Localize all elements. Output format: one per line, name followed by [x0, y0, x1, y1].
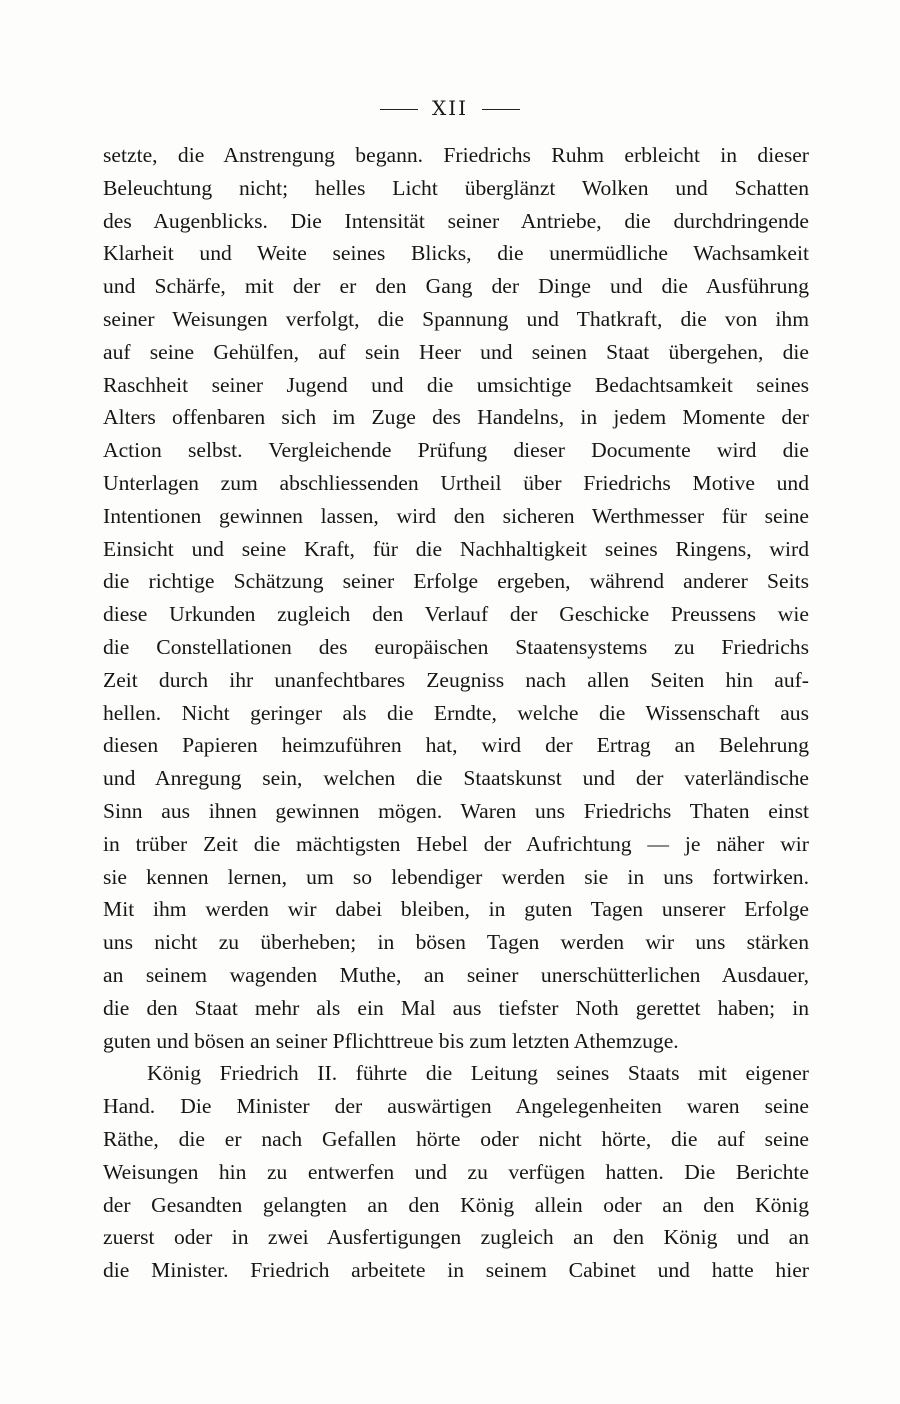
text-line: Weisungen hin zu entwerfen und zu verfügen hatten. Die Berichte	[103, 1159, 809, 1184]
text-line: Alters offenbaren sich im Zuge des Handelns, in jedem Momente der	[103, 405, 809, 430]
text-line: die richtige Schätzung seiner Erfolge ergeben, während anderer Seits	[103, 569, 809, 594]
text-line: Zeit durch ihr unanfechtbares Zeugniss nach allen Seiten hin auf-	[103, 667, 809, 692]
text-line: setzte, die Anstrengung begann. Friedrichs Ruhm erbleicht in dieser	[103, 143, 809, 167]
text-line: diesen Papieren heimzuführen hat, wird der Ertrag an Belehrung	[103, 733, 809, 758]
text-line: diese Urkunden zugleich den Verlauf der Geschicke Preussens wie	[103, 602, 809, 627]
text-line: Raschheit seiner Jugend und die umsichtige Bedachtsamkeit seines	[103, 372, 809, 397]
text-line: auf seine Gehülfen, auf sein Heer und seinen Staat übergehen, die	[103, 339, 809, 364]
text-line: uns nicht zu überheben; in bösen Tagen werden wir uns stärken	[103, 930, 809, 955]
header-dash-left	[380, 109, 418, 110]
text-line: Action selbst. Vergleichende Prüfung dieser Documente wird die	[103, 438, 809, 463]
page-number: XII	[431, 96, 469, 120]
text-line: Sinn aus ihnen gewinnen mögen. Waren uns Friedrichs Thaten einst	[103, 798, 809, 823]
body-text	[103, 139, 809, 1287]
page-header	[0, 96, 900, 120]
text-line: an seinem wagenden Muthe, an seiner unerschütterlichen Ausdauer,	[103, 962, 809, 987]
text-line: in trüber Zeit die mächtigsten Hebel der Aufrichtung — je näher wir	[103, 831, 809, 856]
text-line: Einsicht und seine Kraft, für die Nachhaltigkeit seines Ringens, wird	[103, 536, 809, 561]
text-line: guten und bösen an seiner Pflichttreue bis zum letzten Athemzuge.	[103, 1028, 679, 1053]
text-line: König Friedrich II. führte die Leitung seines Staats mit eigener	[147, 1061, 809, 1086]
text-line: Klarheit und Weite seines Blicks, die unermüdliche Wachsamkeit	[103, 241, 809, 266]
text-line: Mit ihm werden wir dabei bleiben, in guten Tagen unserer Erfolge	[103, 897, 809, 922]
text-line: Hand. Die Minister der auswärtigen Angelegenheiten waren seine	[103, 1094, 809, 1119]
text-line: sie kennen lernen, um so lebendiger werden sie in uns fortwirken.	[103, 864, 809, 889]
text-line: die den Staat mehr als ein Mal aus tiefster Noth gerettet haben; in	[103, 995, 809, 1020]
text-line: die Minister. Friedrich arbeitete in seinem Cabinet und hatte hier	[103, 1258, 809, 1283]
text-line: die Constellationen des europäischen Staatensystems zu Friedrichs	[103, 634, 809, 659]
text-line: zuerst oder in zwei Ausfertigungen zugleich an den König und an	[103, 1225, 809, 1250]
text-line: des Augenblicks. Die Intensität seiner Antriebe, die durchdringende	[103, 208, 809, 233]
text-line: und Anregung sein, welchen die Staatskunst und der vaterländische	[103, 766, 809, 791]
text-line: Intentionen gewinnen lassen, wird den sicheren Werthmesser für seine	[103, 503, 809, 528]
text-line: Unterlagen zum abschliessenden Urtheil über Friedrichs Motive und	[103, 470, 809, 495]
text-line: Beleuchtung nicht; helles Licht überglänzt Wolken und Schatten	[103, 175, 809, 200]
text-line: Räthe, die er nach Gefallen hörte oder nicht hörte, die auf seine	[103, 1126, 809, 1151]
text-line: hellen. Nicht geringer als die Erndte, welche die Wissenschaft aus	[103, 700, 809, 725]
header-dash-right	[482, 109, 520, 110]
text-line: der Gesandten gelangten an den König allein oder an den König	[103, 1192, 809, 1217]
text-line: und Schärfe, mit der er den Gang der Dinge und die Ausführung	[103, 274, 809, 299]
text-line: seiner Weisungen verfolgt, die Spannung und Thatkraft, die von ihm	[103, 306, 809, 331]
